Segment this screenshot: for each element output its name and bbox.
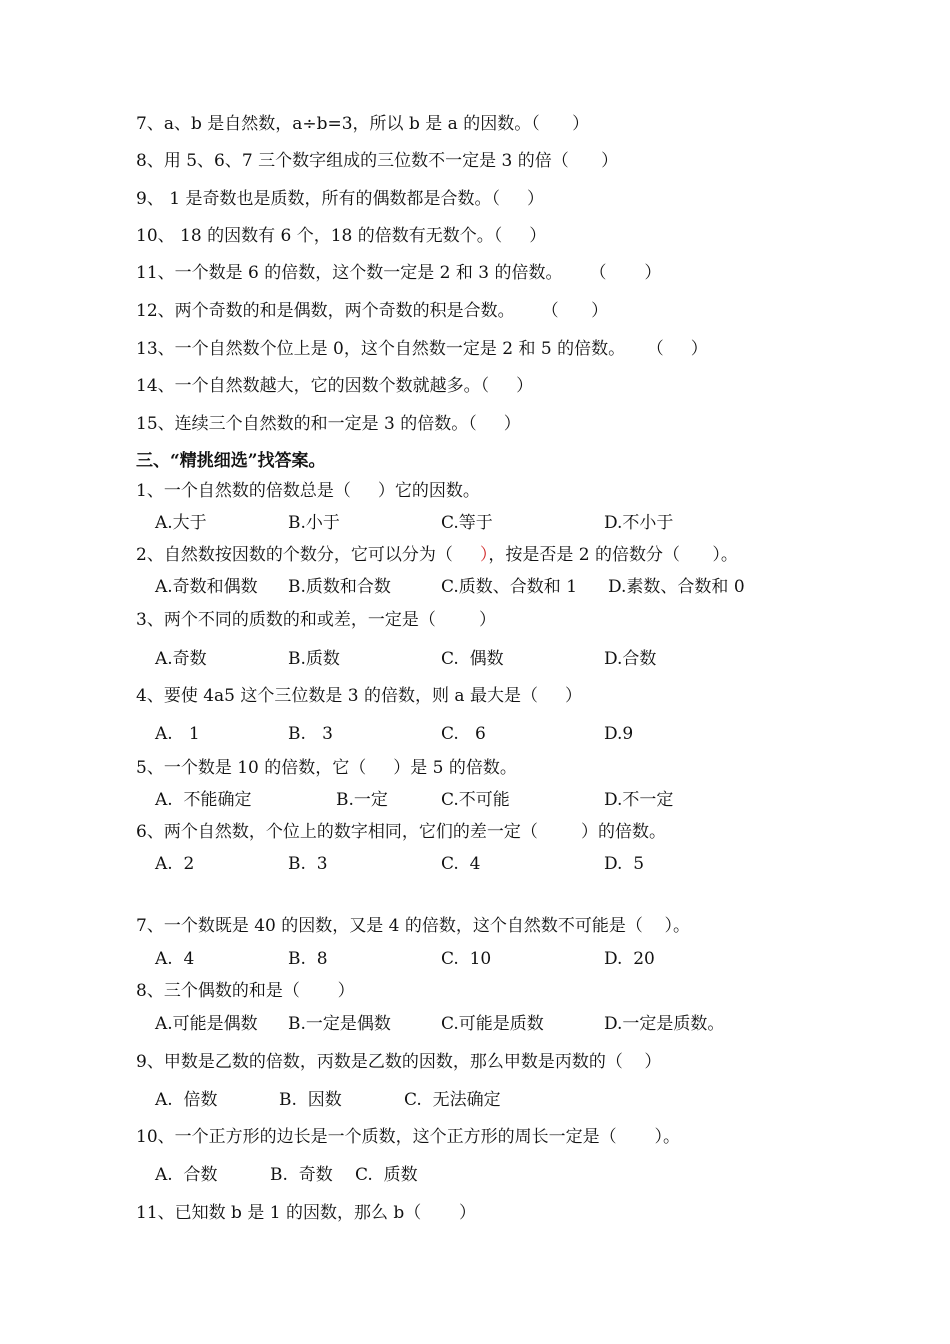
mc-q2-option-c: C.质数、合数和 1 bbox=[441, 577, 578, 597]
mc-q10-option-a: A. 合数 bbox=[155, 1165, 218, 1185]
mc-question-5: 5、一个数是 10 的倍数，它（ ）是 5 的倍数。 bbox=[136, 758, 517, 778]
tf-question-11: 11、一个数是 6 的倍数，这个数一定是 2 和 3 的倍数。 （ ） bbox=[136, 263, 662, 283]
mc-q2-red-bracket: ） bbox=[479, 545, 489, 565]
mc-question-2 bbox=[136, 544, 738, 566]
mc-q7-option-b: B. 8 bbox=[288, 949, 328, 969]
mc-question-8: 8、三个偶数的和是（ ） bbox=[136, 981, 355, 1001]
tf-question-8: 8、用 5、6、7 三个数字组成的三位数不一定是 3 的倍（ ） bbox=[136, 151, 619, 171]
mc-q2-option-d: D.素数、合数和 0 bbox=[608, 577, 745, 597]
mc-q4-option-d: D.9 bbox=[604, 724, 634, 744]
mc-q4-option-b: B. 3 bbox=[288, 724, 333, 744]
mc-q9-option-c: C. 无法确定 bbox=[404, 1090, 501, 1110]
tf-question-14: 14、一个自然数越大，它的因数个数就越多。（ ） bbox=[136, 376, 534, 396]
tf-question-9: 9、 1 是奇数也是质数，所有的偶数都是合数。（ ） bbox=[136, 189, 544, 209]
mc-q8-option-d: D.一定是质数。 bbox=[604, 1014, 725, 1034]
mc-q1-option-a: A.大于 bbox=[155, 513, 207, 533]
tf-question-15: 15、连续三个自然数的和一定是 3 的倍数。（ ） bbox=[136, 414, 521, 434]
section-heading: 三、“精挑细选”找答案。 bbox=[136, 451, 326, 471]
mc-q6-option-c: C. 4 bbox=[441, 854, 481, 874]
mc-question-10: 10、一个正方形的边长是一个质数，这个正方形的周长一定是（ ）。 bbox=[136, 1127, 680, 1147]
mc-q7-option-a: A. 4 bbox=[155, 949, 195, 969]
mc-q6-option-d: D. 5 bbox=[604, 854, 645, 874]
mc-q5-option-b: B.一定 bbox=[336, 790, 388, 810]
mc-q4-option-a: A. 1 bbox=[155, 724, 200, 744]
mc-q4-option-c: C. 6 bbox=[441, 724, 486, 744]
mc-q8-option-a: A.可能是偶数 bbox=[155, 1014, 258, 1034]
mc-q5-option-d: D.不一定 bbox=[604, 790, 674, 810]
mc-q3-option-c: C. 偶数 bbox=[441, 649, 504, 669]
mc-q1-option-c: C.等于 bbox=[441, 513, 493, 533]
mc-q1-option-d: D.不小于 bbox=[604, 513, 674, 533]
mc-q10-option-c: C. 质数 bbox=[355, 1165, 418, 1185]
mc-q2-stem-start: 2、自然数按因数的个数分，它可以分为（ bbox=[136, 545, 480, 565]
mc-q1-option-b: B.小于 bbox=[288, 513, 340, 533]
mc-q2-stem-end: ，按是否是 2 的倍数分（ ）。 bbox=[488, 545, 738, 565]
mc-q5-option-a: A. 不能确定 bbox=[155, 790, 252, 810]
mc-q9-option-a: A. 倍数 bbox=[155, 1090, 218, 1110]
mc-q6-option-b: B. 3 bbox=[288, 854, 328, 874]
tf-question-7: 7、a、b 是自然数，a÷b=3，所以 b 是 a 的因数。（ ） bbox=[136, 114, 590, 134]
mc-question-1: 1、一个自然数的倍数总是（ ）它的因数。 bbox=[136, 481, 480, 501]
mc-q3-option-d: D.合数 bbox=[604, 649, 657, 669]
mc-question-11: 11、已知数 b 是 1 的因数，那么 b（ ） bbox=[136, 1203, 477, 1223]
mc-q7-option-c: C. 10 bbox=[441, 949, 492, 969]
mc-question-7: 7、一个数既是 40 的因数，又是 4 的倍数，这个自然数不可能是（ ）。 bbox=[136, 916, 690, 936]
mc-q10-option-b: B. 奇数 bbox=[270, 1165, 333, 1185]
mc-question-9: 9、甲数是乙数的倍数，丙数是乙数的因数，那么甲数是丙数的（ ） bbox=[136, 1052, 662, 1072]
mc-q8-option-b: B.一定是偶数 bbox=[288, 1014, 391, 1034]
mc-question-6: 6、两个自然数，个位上的数字相同，它们的差一定（ ）的倍数。 bbox=[136, 822, 667, 842]
mc-question-3: 3、两个不同的质数的和或差，一定是（ ） bbox=[136, 610, 497, 630]
mc-q3-option-a: A.奇数 bbox=[155, 649, 207, 669]
tf-question-10: 10、 18 的因数有 6 个，18 的倍数有无数个。（ ） bbox=[136, 226, 547, 246]
mc-q7-option-d: D. 20 bbox=[604, 949, 655, 969]
tf-question-12: 12、两个奇数的和是偶数，两个奇数的积是合数。 （ ） bbox=[136, 301, 609, 321]
mc-question-4: 4、要使 4a5 这个三位数是 3 的倍数，则 a 最大是（ ） bbox=[136, 686, 582, 706]
tf-question-13: 13、一个自然数个位上是 0，这个自然数一定是 2 和 5 的倍数。 （ ） bbox=[136, 339, 708, 359]
mc-q2-option-b: B.质数和合数 bbox=[288, 577, 391, 597]
mc-q9-option-b: B. 因数 bbox=[279, 1090, 342, 1110]
mc-q6-option-a: A. 2 bbox=[155, 854, 195, 874]
mc-q5-option-c: C.不可能 bbox=[441, 790, 510, 810]
mc-q3-option-b: B.质数 bbox=[288, 649, 340, 669]
mc-q2-option-a: A.奇数和偶数 bbox=[155, 577, 258, 597]
mc-q8-option-c: C.可能是质数 bbox=[441, 1014, 544, 1034]
